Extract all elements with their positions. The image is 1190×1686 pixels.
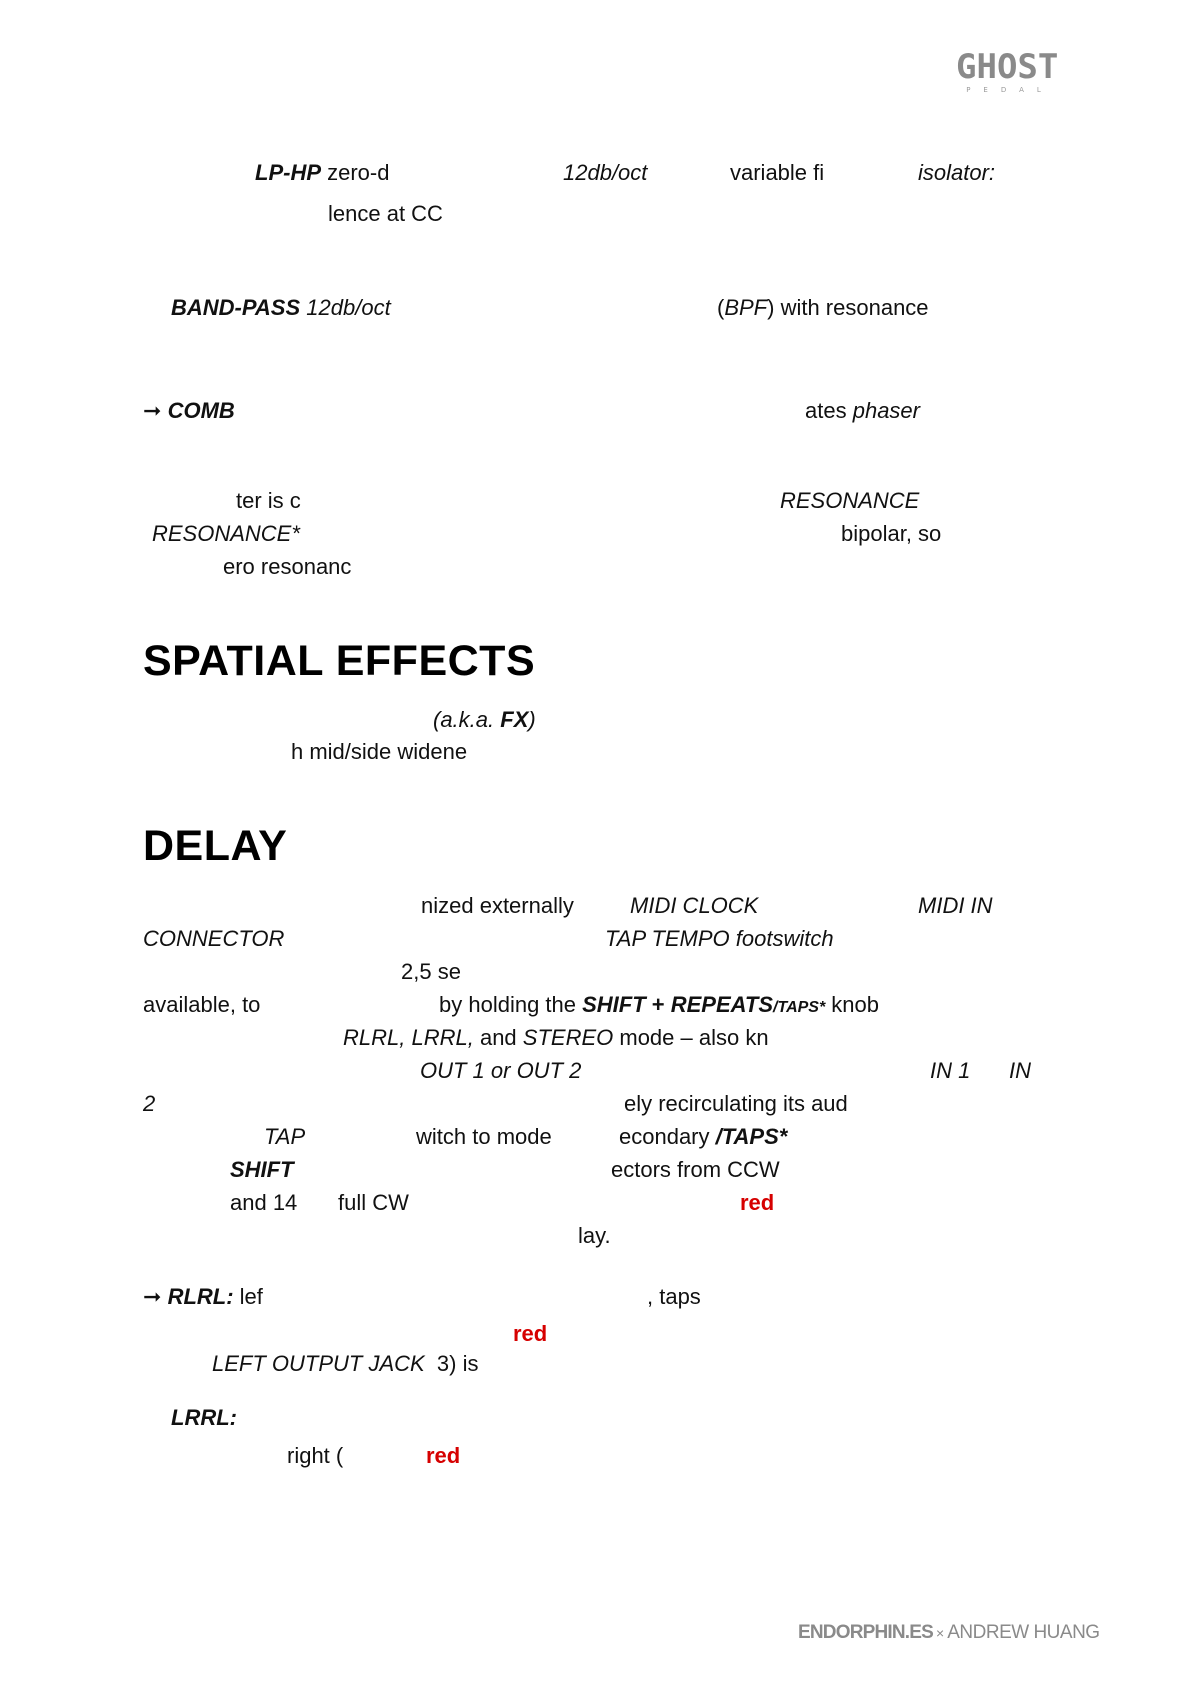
delay-out: OUT 1 or OUT 2 bbox=[420, 1058, 582, 1083]
delay-l5-line bbox=[343, 1027, 769, 1049]
lrrl-red: red bbox=[426, 1443, 461, 1468]
aka-close: ) bbox=[528, 707, 536, 732]
comb-text: ates bbox=[805, 398, 847, 423]
bandpass-slope: 12db/oct bbox=[306, 295, 391, 320]
delay-l8-line bbox=[619, 1126, 787, 1148]
delay-l5d: mode – also kn bbox=[613, 1025, 769, 1050]
delay-knob: knob bbox=[825, 992, 880, 1017]
comb-phaser-line bbox=[805, 400, 920, 422]
rlrl-red: red bbox=[513, 1321, 548, 1346]
delay-repeats: REPEATS bbox=[670, 992, 774, 1017]
delay-red1: red bbox=[740, 1190, 775, 1215]
lphp-text: zero-d bbox=[327, 160, 390, 185]
arrow-icon: ➞ bbox=[143, 1284, 162, 1309]
delay-midi-in: MIDI IN bbox=[918, 893, 993, 918]
delay-in1: IN 1 bbox=[930, 1058, 971, 1083]
lphp-line bbox=[255, 162, 389, 184]
spatial-line2: h mid/side widene bbox=[291, 739, 468, 764]
lphp-label: LP-HP bbox=[255, 160, 321, 185]
logo-wordmark: GHOST bbox=[956, 47, 1059, 87]
delay-shift2: SHIFT bbox=[230, 1157, 294, 1182]
bandpass-label: BAND-PASS bbox=[171, 295, 301, 320]
bpf-abbrev: BPF bbox=[724, 295, 768, 320]
delay-l3: 2,5 se bbox=[401, 959, 461, 984]
resonance-label1: RESONANCE bbox=[780, 488, 920, 513]
rlrl-jack: LEFT OUTPUT JACK bbox=[212, 1351, 425, 1376]
bpf-open: ( bbox=[717, 295, 725, 320]
resonance-bipolar: bipolar, so bbox=[841, 521, 942, 546]
delay-midi-clock: MIDI CLOCK bbox=[630, 893, 759, 918]
delay-l10b: full CW bbox=[338, 1190, 409, 1215]
delay-modes: RLRL, LRRL, bbox=[343, 1025, 474, 1050]
rlrl-jack-line bbox=[212, 1353, 478, 1375]
delay-l7b: ely recirculating its aud bbox=[624, 1091, 848, 1116]
delay-tap: TAP bbox=[264, 1124, 306, 1149]
lphp-line2: lence at CC bbox=[328, 201, 443, 226]
delay-tap-tempo: TAP TEMPO footswitch bbox=[605, 926, 834, 951]
delay-l8b: witch to mode bbox=[416, 1124, 552, 1149]
delay-shift: SHIFT bbox=[582, 992, 646, 1017]
delay-in2: IN bbox=[1009, 1058, 1031, 1083]
resonance-label2: RESONANCE* bbox=[152, 521, 300, 546]
ghost-pedal-logo bbox=[956, 47, 1059, 94]
resonance-line1: ter is c bbox=[236, 488, 301, 513]
lphp-isolator: isolator: bbox=[918, 160, 996, 185]
delay-l4-line bbox=[439, 994, 879, 1016]
delay-l9b: ectors from CCW bbox=[611, 1157, 780, 1182]
delay-stereo: STEREO bbox=[522, 1025, 614, 1050]
delay-taps2: /TAPS* bbox=[715, 1124, 788, 1149]
bandpass-line bbox=[171, 297, 391, 319]
footer-brand bbox=[798, 1622, 1100, 1644]
footer-andrew-huang: ANDREW HUANG bbox=[947, 1622, 1100, 1643]
delay-plus: + bbox=[645, 992, 671, 1017]
footer-times: × bbox=[936, 1625, 945, 1641]
rlrl-line bbox=[143, 1286, 263, 1308]
spatial-effects-heading: SPATIAL EFFECTS bbox=[143, 637, 536, 685]
rlrl-label: RLRL: bbox=[167, 1284, 234, 1309]
delay-l4b: by holding the bbox=[439, 992, 583, 1017]
spatial-aka bbox=[433, 709, 536, 731]
bpf-rest: ) with resonance bbox=[767, 295, 929, 320]
lrrl-label: LRRL: bbox=[171, 1405, 237, 1430]
aka-open: (a.k.a. bbox=[433, 707, 501, 732]
logo-subtitle: PEDAL bbox=[966, 86, 1054, 94]
comb-label: COMB bbox=[167, 398, 235, 423]
bpf-line bbox=[717, 297, 929, 319]
comb-phaser: phaser bbox=[852, 398, 920, 423]
resonance-line3: ero resonanc bbox=[223, 554, 352, 579]
delay-l10a: and 14 bbox=[230, 1190, 298, 1215]
rlrl-text: lef bbox=[239, 1284, 263, 1309]
delay-taps: /TAPS* bbox=[773, 999, 826, 1016]
rlrl-jack-rest: 3) is bbox=[436, 1351, 479, 1376]
delay-secondary: econdary bbox=[619, 1124, 716, 1149]
delay-connector: CONNECTOR bbox=[143, 926, 285, 951]
comb-line bbox=[143, 400, 235, 422]
aka-fx: FX bbox=[500, 707, 529, 732]
delay-l1a: nized externally bbox=[421, 893, 574, 918]
delay-l7a: 2 bbox=[143, 1091, 156, 1116]
delay-l4a: available, to bbox=[143, 992, 261, 1017]
lphp-slope: 12db/oct bbox=[563, 160, 648, 185]
rlrl-taps: , taps bbox=[647, 1284, 701, 1309]
lrrl-text: right ( bbox=[287, 1443, 344, 1468]
delay-and: and bbox=[473, 1025, 523, 1050]
arrow-icon: ➞ bbox=[143, 398, 162, 423]
lphp-text2: variable fi bbox=[730, 160, 825, 185]
footer-endorphines: ENDORPHIN.ES bbox=[798, 1622, 934, 1643]
delay-l11: lay. bbox=[578, 1223, 611, 1248]
delay-heading: DELAY bbox=[143, 822, 288, 870]
